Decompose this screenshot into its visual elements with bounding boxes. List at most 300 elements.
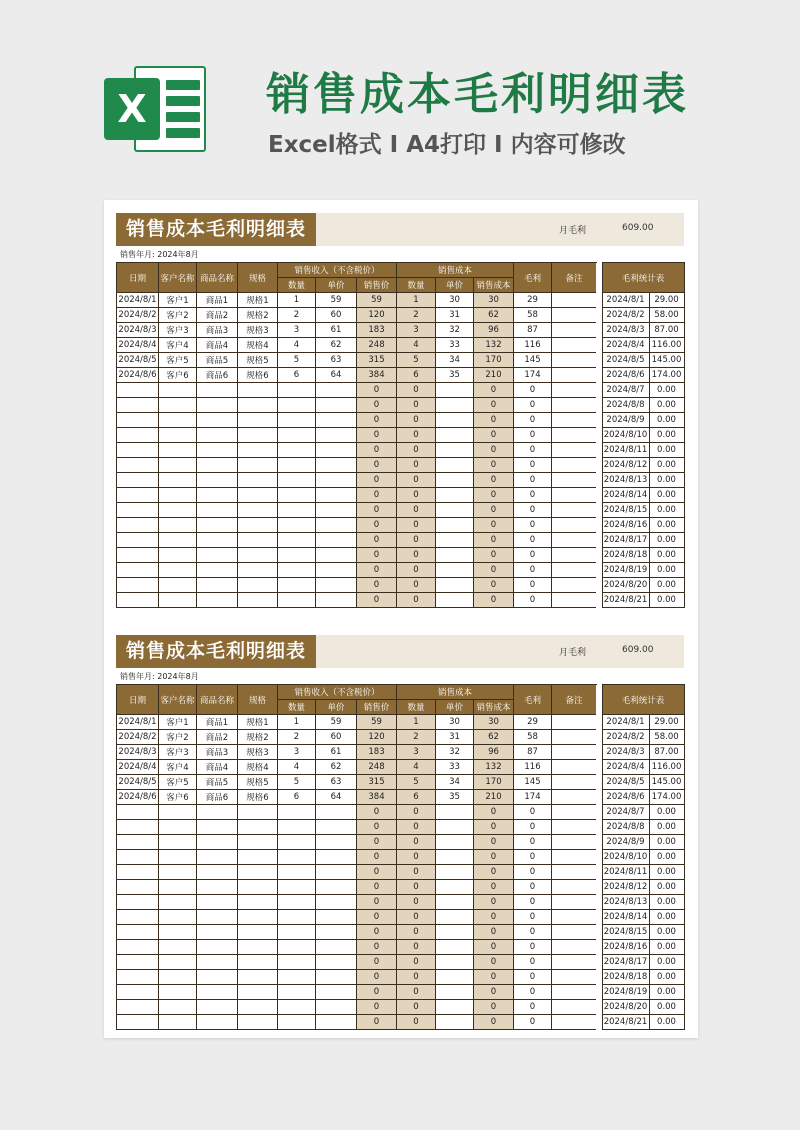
cell-revenue[interactable]: 0 — [357, 805, 397, 820]
cell-spec[interactable] — [238, 533, 278, 548]
cell-price[interactable]: 59 — [316, 293, 357, 308]
cell-cost-amount[interactable]: 0 — [474, 443, 514, 458]
cell-cost-amount[interactable]: 0 — [474, 985, 514, 1000]
cell-price[interactable]: 62 — [316, 338, 357, 353]
cell-product[interactable]: 商品1 — [197, 293, 238, 308]
cell-revenue[interactable]: 183 — [357, 323, 397, 338]
cell-cost-qty[interactable]: 0 — [397, 850, 436, 865]
cell-profit[interactable]: 0 — [514, 428, 552, 443]
month-value[interactable]: 2024年8月 — [157, 250, 199, 259]
cell-remark[interactable] — [552, 970, 597, 985]
cell-date[interactable]: 2024/8/6 — [117, 790, 159, 805]
cell-date[interactable] — [117, 458, 159, 473]
cell-revenue[interactable]: 0 — [357, 970, 397, 985]
cell-remark[interactable] — [552, 745, 597, 760]
cell-customer[interactable] — [159, 413, 197, 428]
cell-price[interactable]: 64 — [316, 368, 357, 383]
cell-product[interactable]: 商品6 — [197, 368, 238, 383]
stats-date[interactable]: 2024/8/19 — [602, 563, 649, 578]
cell-cost-qty[interactable]: 0 — [397, 955, 436, 970]
cell-cost-price[interactable] — [436, 518, 474, 533]
cell-product[interactable] — [197, 970, 238, 985]
cell-product[interactable] — [197, 533, 238, 548]
cell-price[interactable] — [316, 865, 357, 880]
stats-value[interactable]: 87.00 — [649, 745, 684, 760]
cell-price[interactable]: 64 — [316, 790, 357, 805]
cell-product[interactable] — [197, 940, 238, 955]
cell-product[interactable]: 商品2 — [197, 730, 238, 745]
stats-value[interactable]: 174.00 — [649, 790, 684, 805]
cell-spec[interactable] — [238, 488, 278, 503]
cell-product[interactable]: 商品6 — [197, 790, 238, 805]
cell-profit[interactable]: 0 — [514, 850, 552, 865]
cell-spec[interactable] — [238, 548, 278, 563]
cell-cost-amount[interactable]: 170 — [474, 775, 514, 790]
cell-revenue[interactable]: 0 — [357, 503, 397, 518]
cell-qty[interactable] — [278, 518, 316, 533]
cell-qty[interactable] — [278, 865, 316, 880]
cell-price[interactable] — [316, 413, 357, 428]
cell-cost-price[interactable]: 33 — [436, 760, 474, 775]
cell-cost-price[interactable] — [436, 970, 474, 985]
cell-spec[interactable]: 规格4 — [238, 760, 278, 775]
cell-profit[interactable]: 0 — [514, 955, 552, 970]
cell-qty[interactable] — [278, 578, 316, 593]
cell-cost-amount[interactable]: 132 — [474, 338, 514, 353]
cell-cost-amount[interactable]: 0 — [474, 593, 514, 608]
cell-qty[interactable] — [278, 925, 316, 940]
stats-value[interactable]: 0.00 — [649, 413, 684, 428]
cell-revenue[interactable]: 0 — [357, 488, 397, 503]
cell-price[interactable] — [316, 593, 357, 608]
cell-price[interactable]: 61 — [316, 323, 357, 338]
cell-product[interactable] — [197, 488, 238, 503]
stats-value[interactable]: 58.00 — [649, 308, 684, 323]
cell-customer[interactable] — [159, 985, 197, 1000]
cell-cost-amount[interactable]: 0 — [474, 503, 514, 518]
cell-profit[interactable]: 0 — [514, 578, 552, 593]
cell-date[interactable] — [117, 578, 159, 593]
cell-cost-qty[interactable]: 0 — [397, 428, 436, 443]
cell-remark[interactable] — [552, 413, 597, 428]
cell-revenue[interactable]: 0 — [357, 593, 397, 608]
stats-value[interactable]: 0.00 — [649, 880, 684, 895]
stats-date[interactable]: 2024/8/14 — [602, 488, 649, 503]
cell-date[interactable] — [117, 398, 159, 413]
cell-profit[interactable]: 145 — [514, 775, 552, 790]
cell-cost-amount[interactable]: 0 — [474, 820, 514, 835]
stats-date[interactable]: 2024/8/15 — [602, 925, 649, 940]
cell-customer[interactable] — [159, 503, 197, 518]
cell-cost-price[interactable] — [436, 910, 474, 925]
cell-date[interactable] — [117, 880, 159, 895]
cell-cost-price[interactable] — [436, 955, 474, 970]
stats-date[interactable]: 2024/8/9 — [602, 835, 649, 850]
cell-date[interactable]: 2024/8/2 — [117, 730, 159, 745]
cell-price[interactable] — [316, 805, 357, 820]
cell-revenue[interactable]: 0 — [357, 548, 397, 563]
cell-spec[interactable]: 规格6 — [238, 368, 278, 383]
cell-qty[interactable] — [278, 940, 316, 955]
cell-profit[interactable]: 0 — [514, 970, 552, 985]
stats-value[interactable]: 0.00 — [649, 428, 684, 443]
cell-price[interactable] — [316, 533, 357, 548]
cell-price[interactable] — [316, 503, 357, 518]
cell-remark[interactable] — [552, 895, 597, 910]
cell-product[interactable] — [197, 518, 238, 533]
cell-remark[interactable] — [552, 428, 597, 443]
cell-revenue[interactable]: 120 — [357, 308, 397, 323]
cell-cost-amount[interactable]: 0 — [474, 518, 514, 533]
cell-price[interactable] — [316, 985, 357, 1000]
cell-remark[interactable] — [552, 835, 597, 850]
cell-cost-price[interactable] — [436, 940, 474, 955]
cell-customer[interactable]: 客户6 — [159, 790, 197, 805]
stats-value[interactable]: 0.00 — [649, 865, 684, 880]
stats-date[interactable]: 2024/8/16 — [602, 518, 649, 533]
cell-date[interactable] — [117, 910, 159, 925]
cell-price[interactable] — [316, 398, 357, 413]
stats-date[interactable]: 2024/8/21 — [602, 593, 649, 608]
cell-revenue[interactable]: 0 — [357, 850, 397, 865]
stats-date[interactable]: 2024/8/6 — [602, 790, 649, 805]
stats-date[interactable]: 2024/8/6 — [602, 368, 649, 383]
cell-cost-qty[interactable]: 4 — [397, 760, 436, 775]
stats-date[interactable]: 2024/8/18 — [602, 970, 649, 985]
cell-price[interactable] — [316, 1015, 357, 1030]
cell-remark[interactable] — [552, 910, 597, 925]
cell-profit[interactable]: 0 — [514, 488, 552, 503]
cell-cost-price[interactable]: 32 — [436, 323, 474, 338]
stats-value[interactable]: 0.00 — [649, 835, 684, 850]
cell-product[interactable]: 商品5 — [197, 353, 238, 368]
cell-revenue[interactable]: 0 — [357, 563, 397, 578]
stats-value[interactable]: 0.00 — [649, 563, 684, 578]
cell-cost-price[interactable]: 32 — [436, 745, 474, 760]
cell-cost-price[interactable] — [436, 593, 474, 608]
cell-qty[interactable] — [278, 1015, 316, 1030]
cell-profit[interactable]: 0 — [514, 473, 552, 488]
cell-profit[interactable]: 0 — [514, 443, 552, 458]
cell-profit[interactable]: 0 — [514, 458, 552, 473]
stats-value[interactable]: 0.00 — [649, 1000, 684, 1015]
cell-qty[interactable] — [278, 593, 316, 608]
stats-value[interactable]: 145.00 — [649, 353, 684, 368]
cell-qty[interactable]: 6 — [278, 368, 316, 383]
cell-remark[interactable] — [552, 805, 597, 820]
stats-value[interactable]: 0.00 — [649, 910, 684, 925]
cell-customer[interactable] — [159, 428, 197, 443]
cell-profit[interactable]: 116 — [514, 760, 552, 775]
cell-cost-qty[interactable]: 0 — [397, 805, 436, 820]
cell-profit[interactable]: 58 — [514, 308, 552, 323]
cell-revenue[interactable]: 0 — [357, 518, 397, 533]
cell-price[interactable] — [316, 910, 357, 925]
cell-qty[interactable] — [278, 910, 316, 925]
cell-remark[interactable] — [552, 880, 597, 895]
cell-spec[interactable] — [238, 880, 278, 895]
cell-qty[interactable]: 4 — [278, 338, 316, 353]
cell-cost-price[interactable] — [436, 850, 474, 865]
cell-spec[interactable] — [238, 563, 278, 578]
cell-cost-amount[interactable]: 30 — [474, 293, 514, 308]
cell-spec[interactable]: 规格4 — [238, 338, 278, 353]
cell-cost-amount[interactable]: 170 — [474, 353, 514, 368]
cell-cost-price[interactable] — [436, 1015, 474, 1030]
cell-spec[interactable] — [238, 865, 278, 880]
cell-qty[interactable] — [278, 970, 316, 985]
cell-date[interactable]: 2024/8/2 — [117, 308, 159, 323]
cell-cost-amount[interactable]: 0 — [474, 428, 514, 443]
cell-profit[interactable]: 0 — [514, 548, 552, 563]
cell-cost-amount[interactable]: 0 — [474, 398, 514, 413]
cell-revenue[interactable]: 0 — [357, 443, 397, 458]
cell-cost-qty[interactable]: 0 — [397, 443, 436, 458]
profit-value[interactable]: 609.00 — [622, 223, 654, 233]
cell-price[interactable] — [316, 850, 357, 865]
cell-revenue[interactable]: 0 — [357, 985, 397, 1000]
cell-customer[interactable] — [159, 970, 197, 985]
cell-profit[interactable]: 0 — [514, 895, 552, 910]
cell-revenue[interactable]: 0 — [357, 925, 397, 940]
cell-spec[interactable] — [238, 593, 278, 608]
cell-product[interactable]: 商品3 — [197, 323, 238, 338]
cell-revenue[interactable]: 0 — [357, 428, 397, 443]
cell-spec[interactable] — [238, 413, 278, 428]
cell-spec[interactable] — [238, 383, 278, 398]
cell-spec[interactable] — [238, 473, 278, 488]
cell-profit[interactable]: 58 — [514, 730, 552, 745]
cell-spec[interactable] — [238, 895, 278, 910]
cell-spec[interactable] — [238, 910, 278, 925]
cell-cost-amount[interactable]: 0 — [474, 1015, 514, 1030]
cell-revenue[interactable]: 248 — [357, 338, 397, 353]
cell-cost-qty[interactable]: 2 — [397, 730, 436, 745]
cell-product[interactable] — [197, 925, 238, 940]
cell-price[interactable]: 61 — [316, 745, 357, 760]
cell-cost-price[interactable] — [436, 865, 474, 880]
cell-cost-qty[interactable]: 2 — [397, 308, 436, 323]
cell-cost-amount[interactable]: 62 — [474, 730, 514, 745]
cell-qty[interactable]: 2 — [278, 308, 316, 323]
stats-value[interactable]: 0.00 — [649, 383, 684, 398]
cell-qty[interactable] — [278, 458, 316, 473]
cell-remark[interactable] — [552, 1000, 597, 1015]
cell-cost-price[interactable]: 34 — [436, 775, 474, 790]
cell-date[interactable] — [117, 805, 159, 820]
cell-profit[interactable]: 29 — [514, 293, 552, 308]
cell-date[interactable] — [117, 940, 159, 955]
stats-date[interactable]: 2024/8/20 — [602, 1000, 649, 1015]
cell-cost-qty[interactable]: 0 — [397, 880, 436, 895]
stats-date[interactable]: 2024/8/4 — [602, 760, 649, 775]
cell-cost-amount[interactable]: 132 — [474, 760, 514, 775]
stats-date[interactable]: 2024/8/1 — [602, 715, 649, 730]
cell-qty[interactable]: 1 — [278, 293, 316, 308]
stats-date[interactable]: 2024/8/12 — [602, 458, 649, 473]
cell-remark[interactable] — [552, 533, 597, 548]
cell-price[interactable] — [316, 835, 357, 850]
cell-remark[interactable] — [552, 323, 597, 338]
stats-date[interactable]: 2024/8/5 — [602, 775, 649, 790]
cell-product[interactable] — [197, 473, 238, 488]
cell-qty[interactable] — [278, 985, 316, 1000]
cell-product[interactable] — [197, 398, 238, 413]
cell-spec[interactable] — [238, 940, 278, 955]
cell-product[interactable] — [197, 413, 238, 428]
month-value[interactable]: 2024年8月 — [157, 672, 199, 681]
cell-revenue[interactable]: 0 — [357, 398, 397, 413]
cell-spec[interactable]: 规格1 — [238, 293, 278, 308]
cell-date[interactable]: 2024/8/3 — [117, 745, 159, 760]
cell-spec[interactable] — [238, 458, 278, 473]
cell-cost-amount[interactable]: 0 — [474, 413, 514, 428]
stats-value[interactable]: 87.00 — [649, 323, 684, 338]
cell-remark[interactable] — [552, 775, 597, 790]
cell-price[interactable] — [316, 895, 357, 910]
cell-revenue[interactable]: 0 — [357, 820, 397, 835]
cell-cost-amount[interactable]: 0 — [474, 970, 514, 985]
stats-date[interactable]: 2024/8/11 — [602, 865, 649, 880]
cell-cost-amount[interactable]: 0 — [474, 880, 514, 895]
cell-cost-price[interactable] — [436, 563, 474, 578]
cell-product[interactable] — [197, 865, 238, 880]
cell-cost-amount[interactable]: 96 — [474, 745, 514, 760]
cell-cost-amount[interactable]: 0 — [474, 473, 514, 488]
cell-qty[interactable] — [278, 503, 316, 518]
cell-price[interactable] — [316, 940, 357, 955]
cell-profit[interactable]: 0 — [514, 383, 552, 398]
cell-date[interactable] — [117, 865, 159, 880]
cell-qty[interactable]: 3 — [278, 323, 316, 338]
stats-date[interactable]: 2024/8/15 — [602, 503, 649, 518]
cell-cost-qty[interactable]: 6 — [397, 790, 436, 805]
cell-revenue[interactable]: 0 — [357, 895, 397, 910]
cell-cost-amount[interactable]: 0 — [474, 940, 514, 955]
cell-product[interactable] — [197, 805, 238, 820]
cell-revenue[interactable]: 59 — [357, 293, 397, 308]
cell-spec[interactable] — [238, 955, 278, 970]
cell-date[interactable] — [117, 1000, 159, 1015]
stats-date[interactable]: 2024/8/3 — [602, 323, 649, 338]
cell-customer[interactable]: 客户2 — [159, 308, 197, 323]
cell-product[interactable] — [197, 880, 238, 895]
stats-date[interactable]: 2024/8/13 — [602, 473, 649, 488]
stats-value[interactable]: 0.00 — [649, 925, 684, 940]
cell-date[interactable] — [117, 533, 159, 548]
cell-profit[interactable]: 0 — [514, 518, 552, 533]
cell-product[interactable] — [197, 563, 238, 578]
stats-value[interactable]: 0.00 — [649, 820, 684, 835]
cell-customer[interactable] — [159, 533, 197, 548]
cell-remark[interactable] — [552, 338, 597, 353]
stats-date[interactable]: 2024/8/20 — [602, 578, 649, 593]
cell-spec[interactable] — [238, 518, 278, 533]
cell-revenue[interactable]: 0 — [357, 835, 397, 850]
cell-remark[interactable] — [552, 955, 597, 970]
cell-product[interactable] — [197, 955, 238, 970]
cell-date[interactable]: 2024/8/6 — [117, 368, 159, 383]
cell-qty[interactable] — [278, 805, 316, 820]
cell-remark[interactable] — [552, 443, 597, 458]
stats-date[interactable]: 2024/8/18 — [602, 548, 649, 563]
cell-date[interactable]: 2024/8/3 — [117, 323, 159, 338]
stats-value[interactable]: 0.00 — [649, 503, 684, 518]
cell-customer[interactable] — [159, 383, 197, 398]
cell-customer[interactable]: 客户1 — [159, 293, 197, 308]
cell-date[interactable] — [117, 820, 159, 835]
cell-spec[interactable] — [238, 578, 278, 593]
cell-spec[interactable]: 规格2 — [238, 730, 278, 745]
cell-remark[interactable] — [552, 715, 597, 730]
cell-date[interactable] — [117, 850, 159, 865]
cell-price[interactable]: 62 — [316, 760, 357, 775]
cell-cost-qty[interactable]: 5 — [397, 353, 436, 368]
cell-remark[interactable] — [552, 368, 597, 383]
cell-cost-qty[interactable]: 0 — [397, 820, 436, 835]
cell-cost-price[interactable] — [436, 1000, 474, 1015]
cell-cost-qty[interactable]: 5 — [397, 775, 436, 790]
stats-date[interactable]: 2024/8/2 — [602, 308, 649, 323]
cell-cost-qty[interactable]: 3 — [397, 323, 436, 338]
cell-spec[interactable] — [238, 428, 278, 443]
cell-revenue[interactable]: 0 — [357, 383, 397, 398]
cell-price[interactable] — [316, 428, 357, 443]
cell-qty[interactable] — [278, 548, 316, 563]
cell-profit[interactable]: 87 — [514, 323, 552, 338]
cell-qty[interactable] — [278, 383, 316, 398]
cell-product[interactable] — [197, 820, 238, 835]
cell-date[interactable] — [117, 925, 159, 940]
cell-price[interactable]: 63 — [316, 353, 357, 368]
cell-cost-price[interactable]: 34 — [436, 353, 474, 368]
cell-spec[interactable] — [238, 850, 278, 865]
cell-qty[interactable] — [278, 820, 316, 835]
cell-cost-qty[interactable]: 0 — [397, 1015, 436, 1030]
cell-cost-price[interactable] — [436, 548, 474, 563]
cell-qty[interactable] — [278, 880, 316, 895]
cell-product[interactable] — [197, 593, 238, 608]
cell-remark[interactable] — [552, 353, 597, 368]
cell-product[interactable]: 商品1 — [197, 715, 238, 730]
cell-date[interactable] — [117, 1015, 159, 1030]
cell-date[interactable]: 2024/8/5 — [117, 353, 159, 368]
cell-cost-qty[interactable]: 0 — [397, 940, 436, 955]
cell-cost-qty[interactable]: 0 — [397, 458, 436, 473]
stats-date[interactable]: 2024/8/3 — [602, 745, 649, 760]
cell-profit[interactable]: 0 — [514, 563, 552, 578]
cell-cost-qty[interactable]: 6 — [397, 368, 436, 383]
cell-cost-amount[interactable]: 0 — [474, 805, 514, 820]
cell-cost-price[interactable] — [436, 835, 474, 850]
stats-value[interactable]: 0.00 — [649, 578, 684, 593]
stats-value[interactable]: 58.00 — [649, 730, 684, 745]
cell-date[interactable] — [117, 518, 159, 533]
stats-date[interactable]: 2024/8/12 — [602, 880, 649, 895]
stats-value[interactable]: 0.00 — [649, 458, 684, 473]
stats-date[interactable]: 2024/8/8 — [602, 398, 649, 413]
cell-spec[interactable] — [238, 1015, 278, 1030]
cell-profit[interactable]: 0 — [514, 398, 552, 413]
stats-value[interactable]: 0.00 — [649, 850, 684, 865]
cell-cost-qty[interactable]: 0 — [397, 985, 436, 1000]
cell-price[interactable] — [316, 488, 357, 503]
stats-date[interactable]: 2024/8/17 — [602, 533, 649, 548]
cell-spec[interactable] — [238, 835, 278, 850]
cell-customer[interactable]: 客户3 — [159, 745, 197, 760]
cell-cost-amount[interactable]: 96 — [474, 323, 514, 338]
cell-cost-price[interactable]: 30 — [436, 715, 474, 730]
